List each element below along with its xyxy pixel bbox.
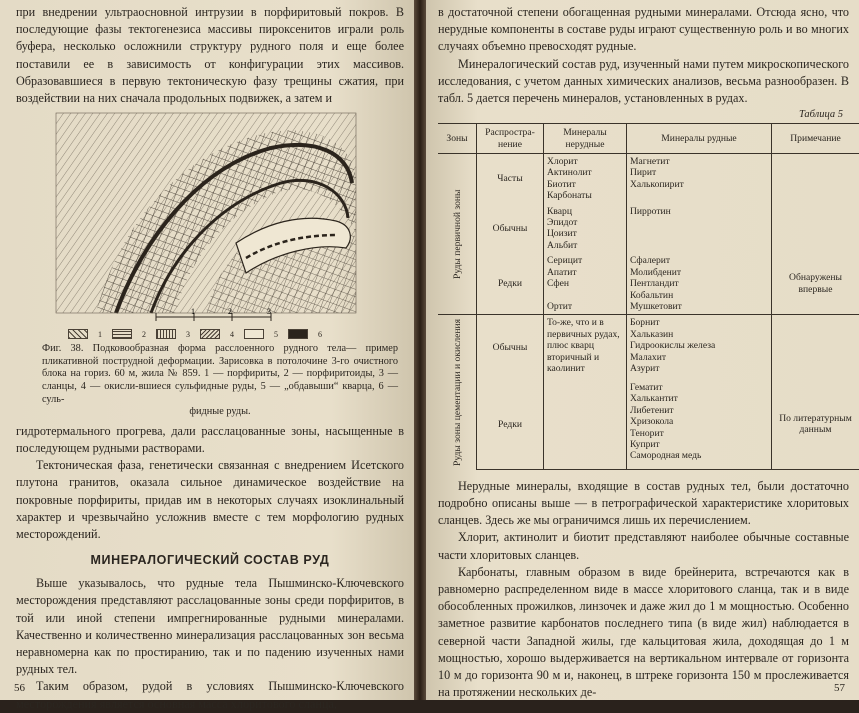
legend-swatch-4 (200, 329, 220, 339)
scale-label-3: 3 (267, 307, 271, 316)
paragraph: Тектоническая фаза, генетически связанная с внедрением Исетского плутона гранитов, оказала сильное динамическое воздействие на покровные порфириты, придав им в некоторых случаях изоклинальный характер и чрезвычайно усложнив вместе с тем морфологию рудных месторождений. (16, 457, 404, 543)
legend-num-6: 6 (318, 330, 322, 339)
right-top-text (438, 4, 849, 107)
paragraph: при внедрении ультраосновной интрузии в порфиритовый покров. В последующие фазы тектогенезиса массивы пироксенитов играли роль буфера, несколько осложнили структуру рудного поля и еще более поставили ее в зависимость от конфигурации этих массивов. Образовавшиеся в первую тектоническую фазу трещины сжатия, при воздействии на них сначала продольных подвижек, а затем и (16, 4, 404, 107)
header-distribution: Распростра-нение (477, 124, 544, 154)
legend-swatch-1 (68, 329, 88, 339)
legend-num-4: 4 (230, 330, 234, 339)
cell-nonore: Хлорит Актинолит Биотит Карбонаты (544, 154, 627, 204)
legend-swatch-3 (156, 329, 176, 339)
cell-nonore: Серицит Апатит Сфен Ортит (544, 253, 627, 315)
paragraph: Карбонаты, главным образом в виде брейнерита, встречаются как в равномерно распределенном виде в массе хлоритового сланца, так и в виде обособленных прожилков, линзочек и даже жил до 1 м мощностью. Особенно заметное развитие карбонатов последнего типа (в виде жил) наблюдается в северной части Западной жилы, где кальцитовая жила, доходящая до 1 м мощностью, хорошо выдерживается на вертикальном интервале от горизонта 10 м до горизонта 90 м и, наконец, в штреке горизонта 150 м прослеживается на протяжении нескольких де- (438, 564, 849, 702)
table-row (438, 204, 859, 254)
cell-nonore: Кварц Эпидот Цоизит Альбит (544, 204, 627, 254)
paragraph: Минералогический состав руд, изученный нами путем микроскопического исследования, с учетом данных химических анализов, весьма разнообразен. В табл. 5 дается перечень минералов, установленных в рудах. (438, 56, 849, 108)
legend-num-5: 5 (274, 330, 278, 339)
cell-dist: Обычны (477, 315, 544, 380)
header-nonore-minerals: Минералы нерудные (544, 124, 627, 154)
paragraph: Хлорит, актинолит и биотит представляют наиболее обычные составные части хлоритовых сланцев. (438, 529, 849, 563)
caption-end: фидные руды. (42, 406, 398, 419)
figure-caption (42, 343, 398, 419)
left-top-text (16, 4, 404, 107)
table-title: Таблица 5 (438, 109, 843, 120)
left-mid-text (16, 423, 404, 543)
cell-dist: Часты (477, 154, 544, 204)
zone-cementation: Руды зоны цементации и окисления (452, 317, 463, 467)
cell-dist: Редки (477, 253, 544, 315)
table-row (438, 253, 859, 315)
cell-nonore (544, 380, 627, 469)
scale-label-1: 1 (191, 307, 195, 316)
scale-label-2: 2 (228, 307, 232, 316)
paragraph: Выше указывалось, что рудные тела Пышминско-Ключевского месторождения представляют расслацованные зоны среди порфиритов, в той или иной степени импрегнированные рудными минералами. Качественно и количественно минерализация расслацованных зон весьма неравномерна как по простиранию, так и по падению изученных нами рудных тел. (16, 575, 404, 678)
table-row (438, 380, 859, 469)
paragraph: гидротермального прогрева, дали расслацованные зоны, насыщенные в последующем рудными растворами. (16, 423, 404, 457)
legend-swatch-2 (112, 329, 132, 339)
cell-dist: Обычны (477, 204, 544, 254)
cell-note (772, 204, 859, 254)
cell-ore: Борнит Хальказин Гидроокислы железа Малахит Азурит (627, 315, 772, 380)
figure-38 (56, 113, 386, 339)
cell-note: Обнаружены впервые (772, 253, 859, 315)
section-title: МИНЕРАЛОГИЧЕСКИЙ СОСТАВ РУД (16, 553, 404, 567)
cell-dist: Редки (477, 380, 544, 469)
paragraph: Таким образом, рудой в условиях Пышминско-Ключевского месторождения является основная масса хлоритового сланца, (16, 678, 404, 712)
minerals-table (438, 123, 859, 470)
right-page (426, 0, 859, 700)
page-number-right: 57 (834, 682, 845, 694)
legend-swatch-5 (244, 329, 264, 339)
cell-ore: Сфалерит Молибденит Пентландит Кобальтин Мушкетовит (627, 253, 772, 315)
table-row (438, 315, 859, 380)
left-bottom-text (16, 575, 404, 713)
caption-text: Фиг. 38. Подковообразная форма расслоенного рудного тела— пример пликативной пострудной деформации. Зарисовка в потолочине 3-го очистного блока на гориз. 60 м, жила № 859. 1 — порфириты, 2 — порфиритоиды, 3 — сланцы, 4 — окисли-вшиеся сульфидные руды, 5 — „обдавыши“ кварца, 6 — суль- (42, 343, 398, 404)
paragraph: в достаточной степени обогащенная рудными минералами. Отсюда ясно, что нерудные компоненты в составе руды играют существенную роль и во многих случаях объемно превосходят рудные. (438, 4, 849, 56)
cell-note (772, 315, 859, 380)
paragraph: Нерудные минералы, входящие в состав рудных тел, были достаточно подробно описаны выше — в петрографической характеристике хлоритовых сланцев. Здесь же мы ограничимся лишь их перечислением. (438, 478, 849, 530)
legend-num-2: 2 (142, 330, 146, 339)
cell-note (772, 154, 859, 204)
legend-swatch-6 (288, 329, 308, 339)
legend-num-1: 1 (98, 330, 102, 339)
right-bottom-text (438, 478, 849, 702)
cell-ore: Пирротин (627, 204, 772, 254)
cell-ore: Магнетит Пирит Халькопирит (627, 154, 772, 204)
header-ore-minerals: Минералы рудные (627, 124, 772, 154)
book-spine (414, 0, 426, 700)
left-page (0, 0, 414, 700)
table-row (438, 154, 859, 204)
figure-drawing (56, 113, 386, 323)
figure-legend (68, 329, 386, 339)
page-number-left: 56 (14, 682, 25, 694)
cell-ore: Гематит Халькантит Либетенит Хризокола Тенорит Куприт Самородная медь (627, 380, 772, 469)
header-note: Примечание (772, 124, 859, 154)
header-zones: Зоны (438, 124, 477, 154)
cell-note: По литературным данным (772, 380, 859, 469)
zone-primary: Руды первичной зоны (452, 164, 463, 304)
legend-num-3: 3 (186, 330, 190, 339)
cell-nonore: То-же, что и в первичных рудах, плюс кварц вторичный и каолинит (544, 315, 627, 380)
